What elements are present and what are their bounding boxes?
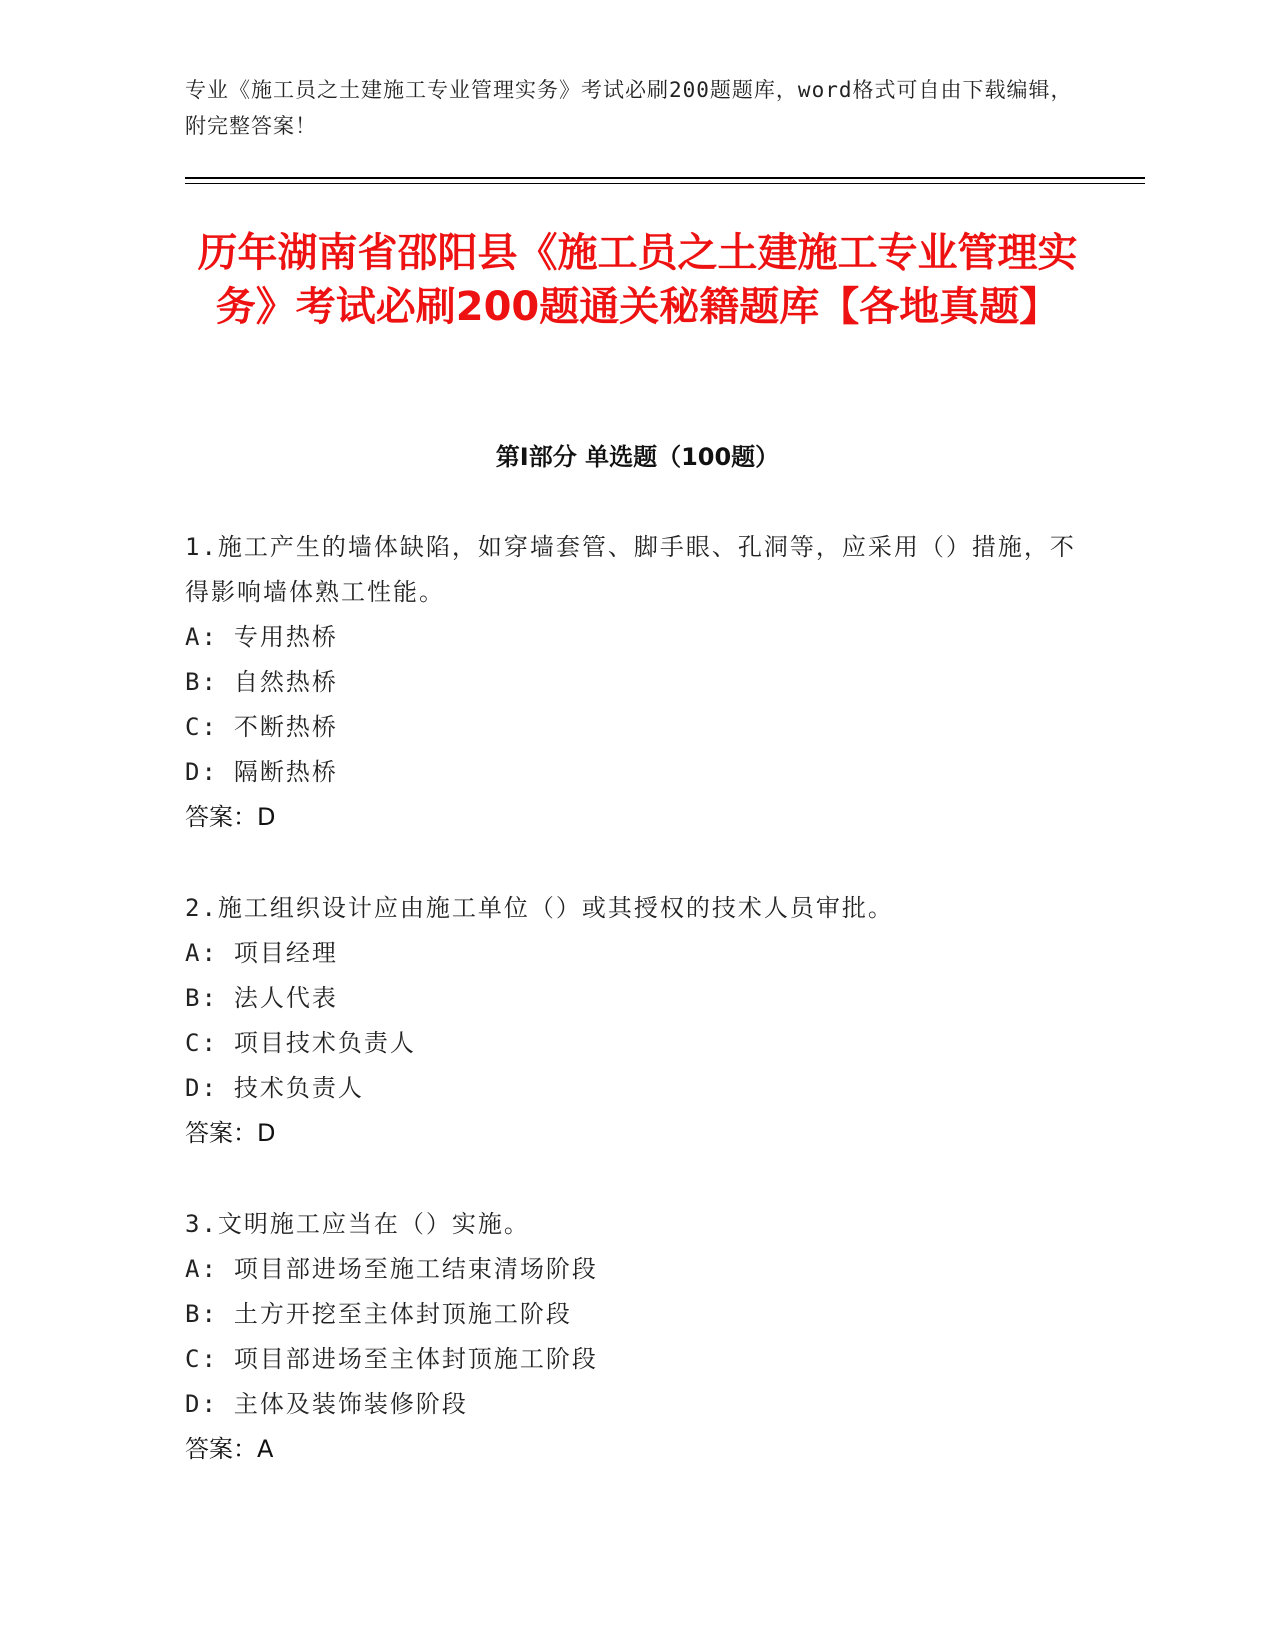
option-a <box>185 615 1085 660</box>
option-text: 项目部进场至主体封顶施工阶段 <box>233 1345 598 1373</box>
option-text: 自然热桥 <box>233 668 338 696</box>
answer-line: 答案：D <box>185 803 276 831</box>
question-stem: 1.施工产生的墙体缺陷，如穿墙套管、脚手眼、孔洞等，应采用（）措施，不得影响墙体熟工性能。 <box>185 533 1076 606</box>
option-c <box>185 1021 1085 1066</box>
header-note: 专业《施工员之土建施工专业管理实务》考试必刷200题题库，word格式可自由下载编辑，附完整答案！ <box>185 78 1073 138</box>
option-key: B: <box>185 984 218 1012</box>
option-text: 主体及装饰装修阶段 <box>233 1390 468 1418</box>
option-key: A: <box>185 939 218 967</box>
option-key: D: <box>185 1390 218 1418</box>
option-text: 项目部进场至施工结束清场阶段 <box>233 1255 598 1283</box>
option-b <box>185 1292 1085 1337</box>
option-text: 项目技术负责人 <box>233 1029 416 1057</box>
option-d <box>185 750 1085 795</box>
question-3 <box>185 1202 1085 1472</box>
option-key: C: <box>185 713 218 741</box>
option-key: B: <box>185 1300 218 1328</box>
question-2 <box>185 886 1085 1156</box>
option-key: A: <box>185 1255 218 1283</box>
option-text: 技术负责人 <box>233 1074 364 1102</box>
option-text: 专用热桥 <box>233 623 338 651</box>
option-key: B: <box>185 668 218 696</box>
option-c <box>185 705 1085 750</box>
question-1 <box>185 525 1085 840</box>
question-list <box>185 525 1085 1518</box>
option-d <box>185 1066 1085 1111</box>
option-a <box>185 1247 1085 1292</box>
header-divider-thick <box>185 177 1145 179</box>
option-key: D: <box>185 758 218 786</box>
question-stem: 2.施工组织设计应由施工单位（）或其授权的技术人员审批。 <box>185 894 894 922</box>
option-text: 项目经理 <box>233 939 338 967</box>
question-stem: 3.文明施工应当在（）实施。 <box>185 1210 530 1238</box>
option-key: A: <box>185 623 218 651</box>
answer-line: 答案：A <box>185 1435 274 1463</box>
option-key: C: <box>185 1345 218 1373</box>
option-d <box>185 1382 1085 1427</box>
option-text: 不断热桥 <box>233 713 338 741</box>
document-title: 历年湖南省邵阳县《施工员之土建施工专业管理实务》考试必刷200题通关秘籍题库【各地真题】 <box>197 230 1078 330</box>
option-a <box>185 931 1085 976</box>
option-b <box>185 660 1085 705</box>
option-key: D: <box>185 1074 218 1102</box>
section-heading: 第I部分 单选题（100题） <box>495 443 780 471</box>
option-text: 土方开挖至主体封顶施工阶段 <box>233 1300 572 1328</box>
option-text: 隔断热桥 <box>233 758 338 786</box>
option-text: 法人代表 <box>233 984 338 1012</box>
answer-line: 答案：D <box>185 1119 276 1147</box>
option-key: C: <box>185 1029 218 1057</box>
option-c <box>185 1337 1085 1382</box>
option-b <box>185 976 1085 1021</box>
header-divider-thin <box>185 183 1145 184</box>
